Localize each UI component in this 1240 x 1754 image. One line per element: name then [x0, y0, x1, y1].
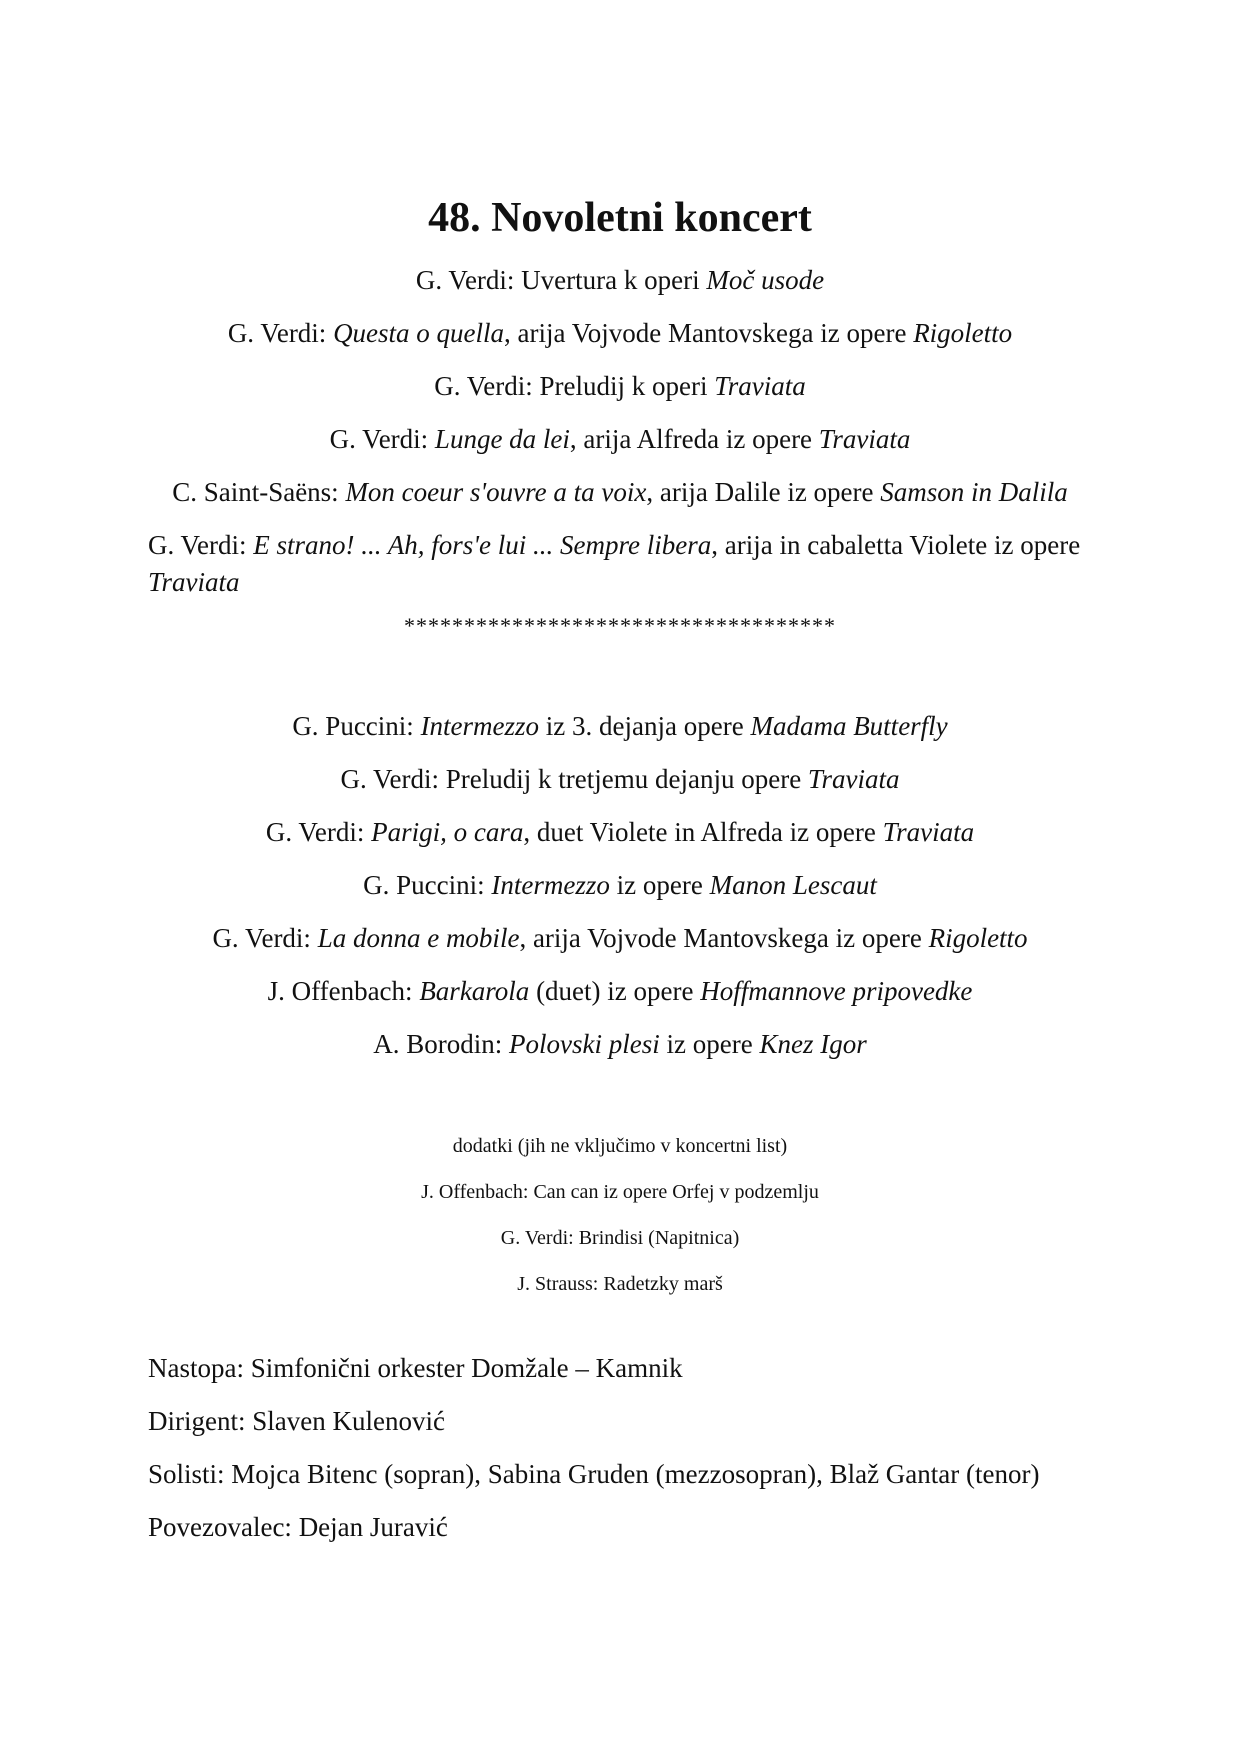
- performer-credits: [148, 1350, 1092, 1546]
- credit-line: Nastopa: Simfonični orkester Domžale – Kamnik: [148, 1353, 683, 1383]
- encore-item: J. Strauss: Radetzky marš: [517, 1273, 723, 1295]
- program-item: G. Verdi: Uvertura k operi Moč usode: [415, 265, 825, 295]
- encore-item: G. Verdi: Brindisi (Napitnica): [500, 1227, 740, 1249]
- encore-list: [0, 1132, 1240, 1298]
- program-item: G. Verdi: Parigi, o cara, duet Violete in Alfreda iz opere Traviata: [265, 817, 975, 847]
- program-item: G. Verdi: Preludij k tretjemu dejanju opere Traviata: [340, 764, 900, 794]
- program-item: G. Puccini: Intermezzo iz opere Manon Lescaut: [363, 870, 877, 900]
- credit-line: Povezovalec: Dejan Juravić: [148, 1512, 448, 1542]
- credit-line: Solisti: Mojca Bitenc (sopran), Sabina Gruden (mezzosopran), Blaž Gantar (tenor): [148, 1459, 1040, 1489]
- program-part-1: [148, 262, 1092, 651]
- program-item: G. Puccini: Intermezzo iz 3. dejanja opere Madama Butterfly: [292, 711, 948, 741]
- program-item: G. Verdi: Preludij k operi Traviata: [434, 371, 806, 401]
- program-item: G. Verdi: E strano! ... Ah, fors'e lui ... Sempre libera, arija in cabaletta Violete iz opere Traviata: [148, 530, 1081, 597]
- program-item: A. Borodin: Polovski plesi iz opere Knez Igor: [373, 1029, 867, 1059]
- section-separator: ************************************: [404, 613, 836, 638]
- program-item: J. Offenbach: Barkarola (duet) iz opere Hoffmannove pripovedke: [267, 976, 973, 1006]
- program-item: G. Verdi: Questa o quella, arija Vojvode Mantovskega iz opere Rigoletto: [227, 318, 1013, 348]
- program-item: G. Verdi: Lunge da lei, arija Alfreda iz opere Traviata: [329, 424, 911, 454]
- page-title: 48. Novoletni koncert: [428, 195, 812, 241]
- encore-heading: dodatki (jih ne vključimo v koncertni list): [452, 1135, 788, 1157]
- program-item: C. Saint-Saëns: Mon coeur s'ouvre a ta voix, arija Dalile iz opere Samson in Dalila: [172, 477, 1068, 507]
- program-part-2: [148, 708, 1092, 1063]
- program-item: G. Verdi: La donna e mobile, arija Vojvode Mantovskega iz opere Rigoletto: [212, 923, 1028, 953]
- credit-line: Dirigent: Slaven Kulenović: [148, 1406, 445, 1436]
- encore-item: J. Offenbach: Can can iz opere Orfej v podzemlju: [421, 1181, 819, 1203]
